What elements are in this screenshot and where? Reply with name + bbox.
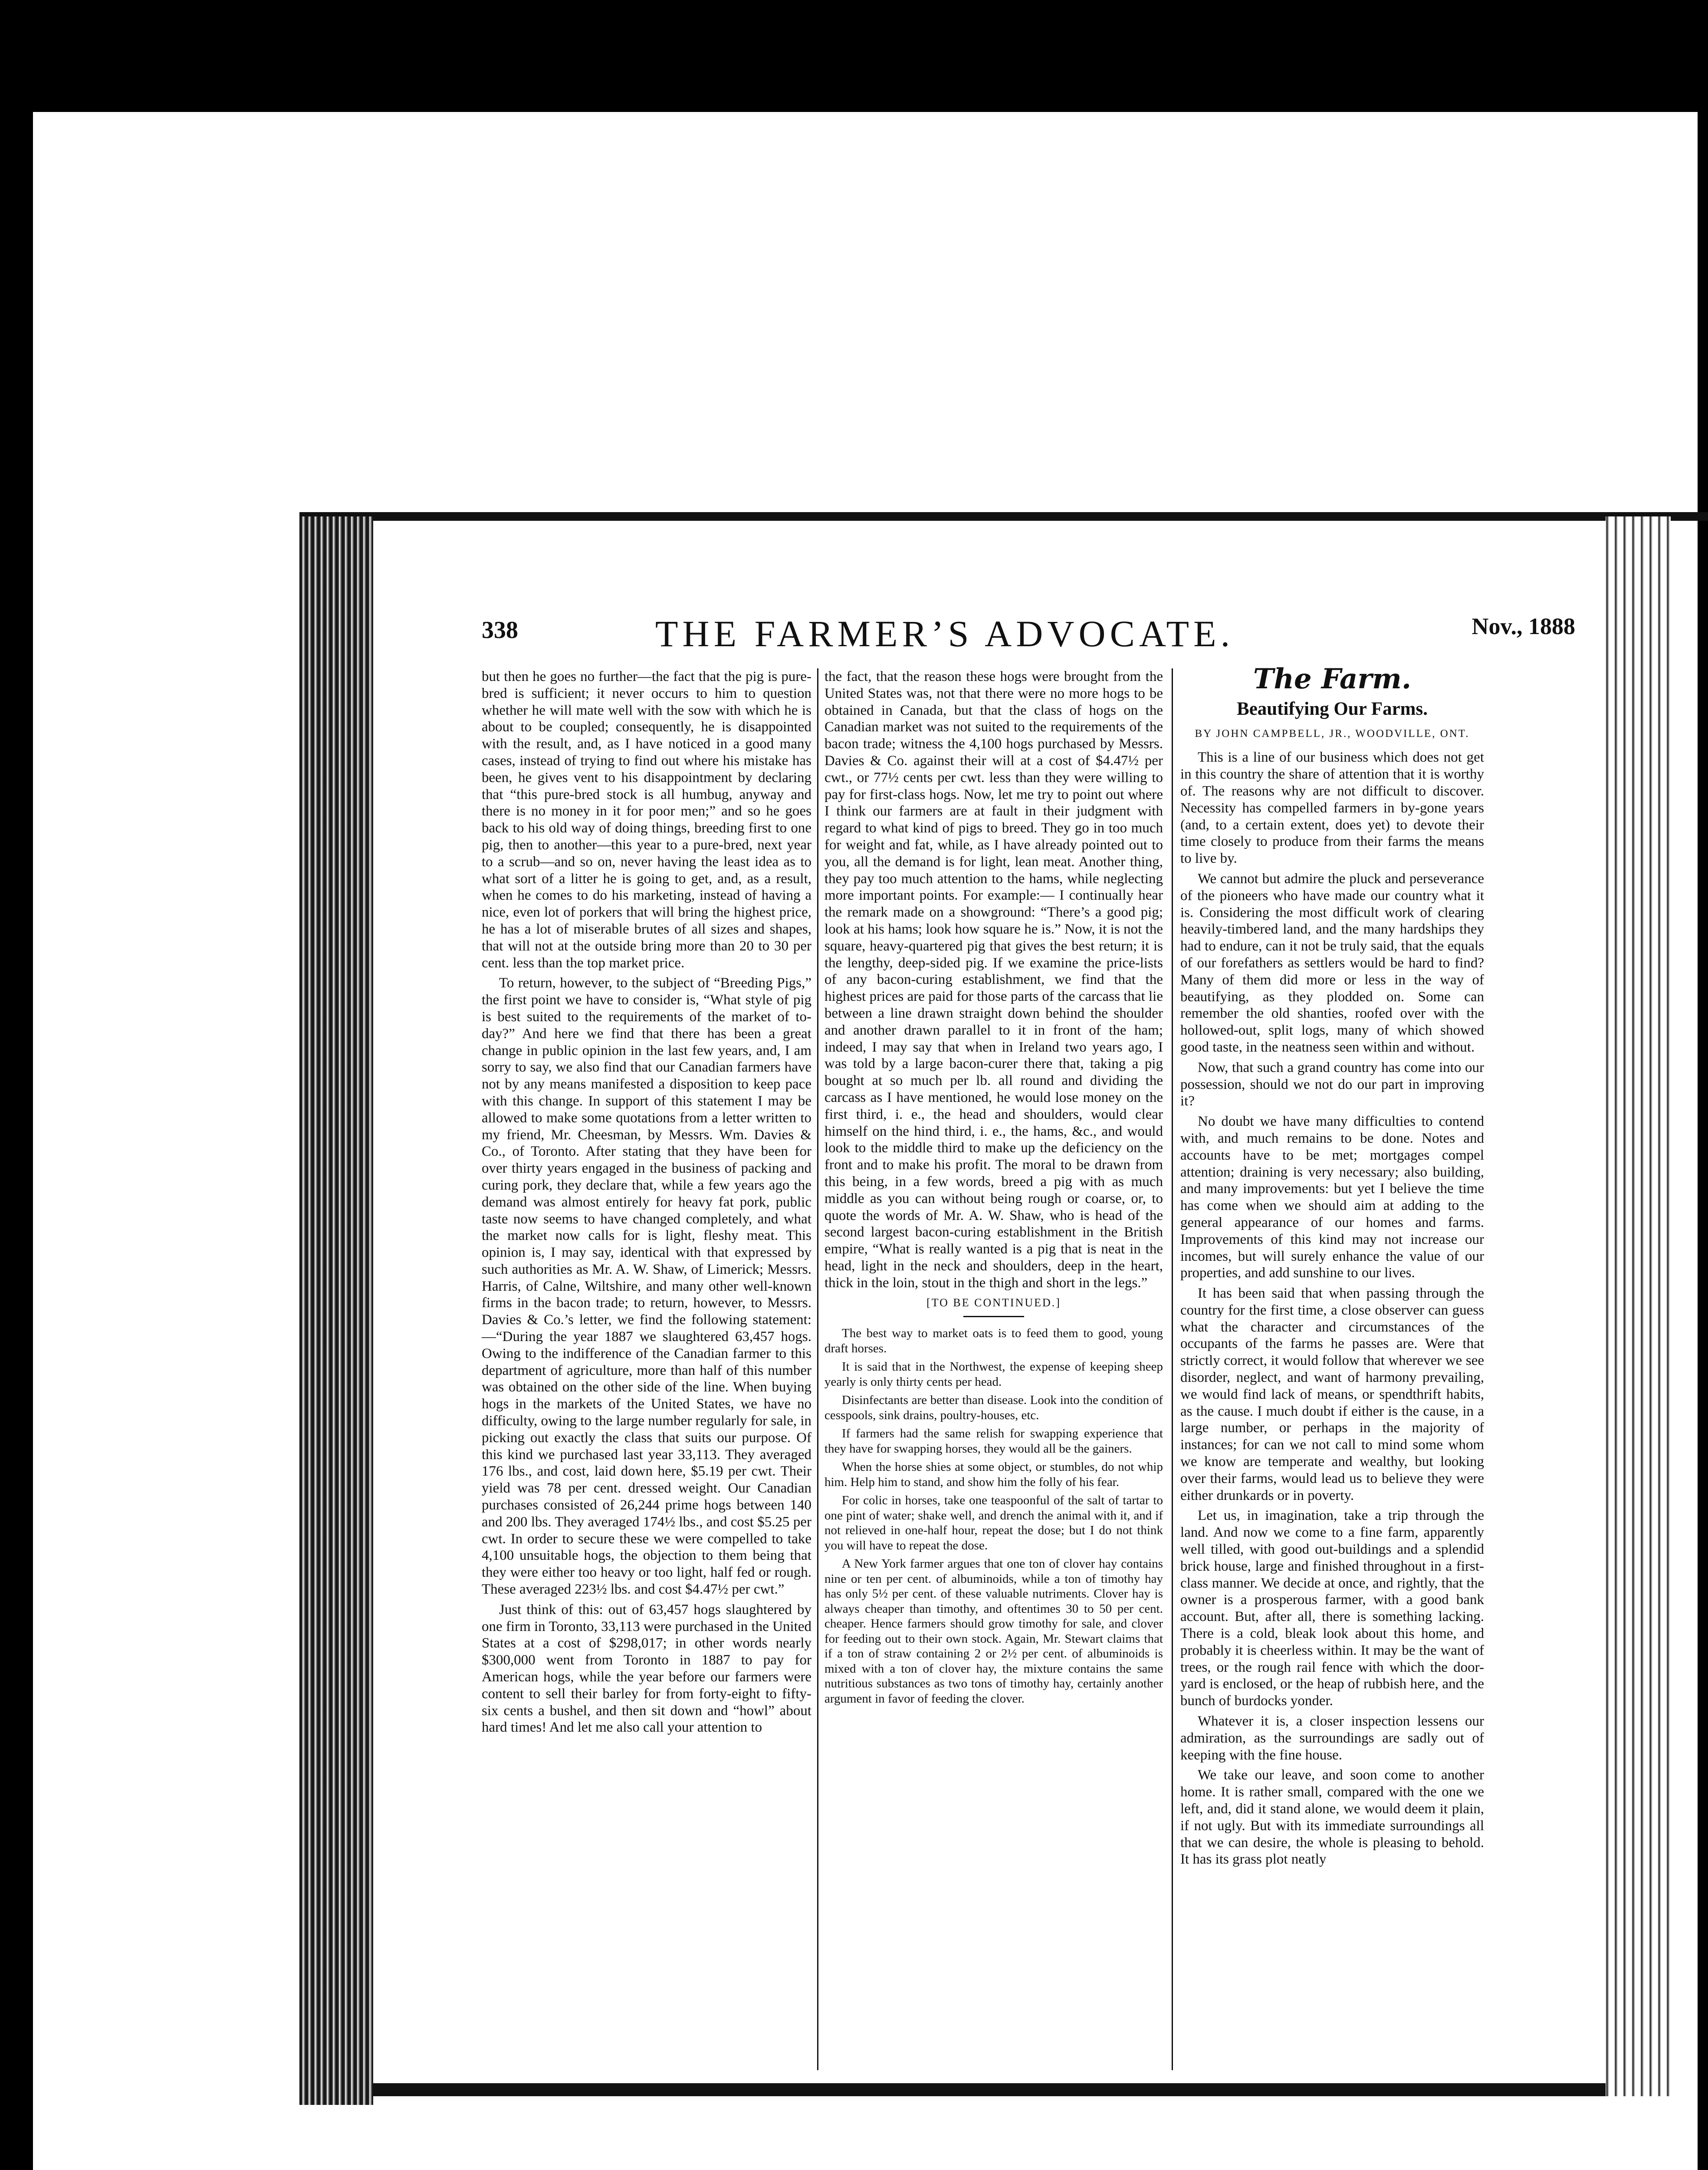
column-3	[1180, 663, 1484, 1871]
page-number: 338	[482, 617, 518, 644]
continued-note: [TO BE CONTINUED.]	[926, 1296, 1061, 1309]
paragraph: We cannot but admire the pluck and perseverance of the pioneers who have made our country what it is. Considering the most difficult work of clearing heavily-timbered land, and the many hardships they had to endure, can it not be truly said, that the equals of our forefathers as settlers would be hard to find? Many of them did more or less in the way of beautifying, as they plodded on. Some can remember the old shanties, roofed over with the hollowed-out, split logs, many of which showed good taste, in the neatness seen within and without.	[1180, 871, 1484, 1055]
farm-note: The best way to market oats is to feed them to good, young draft horses.	[824, 1326, 1163, 1355]
farm-note: A New York farmer argues that one ton of clover hay contains nine or ten per cent. of albuminoids, while a ton of timothy hay has only 5½ per cent. of these valuable nutriments. Clover hay is always cheaper than timothy, and oftentimes 30 to 50 per cent. cheaper. Hence farmers should grow timothy for sale, and clover for feeding out to their own stock. Again, Mr. Stewart claims that if a ton of straw containing 2 or 2½ per cent. of albuminoids is mixed with a ton of clover hay, the mixture contains the same nutritious substances as two tons of timothy hay, certainly another argument in favor of feeding the clover.	[824, 1557, 1163, 1706]
paragraph: No doubt we have many difficulties to contend with, and much remains to be done. Notes and accounts have to be met; mortgages compel attention; draining is very necessary; also building, and many improvements: but yet I believe the time has come when we should aim at adding to the general appearance of our homes and farms. Improvements of this kind may not increase our incomes, but will surely enhance the value of our properties, and add sunshine to our lives.	[1180, 1114, 1484, 1281]
scan-border-left	[0, 112, 33, 2170]
book-top-edge	[299, 512, 1708, 521]
column-rule	[817, 668, 818, 2070]
column-rule	[1172, 668, 1173, 2070]
masthead	[482, 603, 1575, 654]
farm-note: If farmers had the same relish for swapping experience that they have for swapping horses, they would all be the gainers.	[824, 1427, 1163, 1456]
scan-border-right	[1698, 112, 1708, 2170]
farm-note: Disinfectants are better than disease. Look into the condition of cesspools, sink drains, poultry-houses, etc.	[824, 1393, 1163, 1422]
paragraph: It has been said that when passing through the country for the first time, a close observer can guess what the character and circumstances of the occupants of the farms he passes are. Were that strictly correct, it would follow that wherever we see disorder, neglect, and want of harmony prevailing, we would find lack of means, or spendthrift habits, as the cause. I much doubt if either is the cause, in a large number, or perhaps in the majority of instances; for can we not call to mind some whom we know are temperate and wealthy, but looking over their farms, would lead us to believe they were either drunkards or in poverty.	[1180, 1286, 1484, 1503]
book-bottom-edge	[373, 2083, 1606, 2096]
newspaper-page	[373, 599, 1606, 2083]
article-title: Beautifying Our Farms.	[1237, 698, 1428, 719]
paragraph: Now, that such a grand country has come into our possession, should we not do our part in improving it?	[1180, 1059, 1484, 1109]
article-byline: BY JOHN CAMPBELL, JR., WOODVILLE, ONT.	[1195, 727, 1470, 740]
farm-note: For colic in horses, take one teaspoonful of the salt of tartar to one pint of water; shake well, and drench the animal with it, and if not relieved in one-half hour, repeat the dose; but I do not think you will have to repeat the dose.	[824, 1493, 1163, 1552]
separator-rule	[963, 1316, 1024, 1317]
paragraph: Just think of this: out of 63,457 hogs slaughtered by one firm in Toronto, 33,113 were purchased in the United States at a cost of $298,017; in other words nearly $300,000 went from Toronto in 1887 to pay for American hogs, while the year before our farmers were content to sell their barley for from forty-eight to fifty-six cents a bushel, and then sit down and “howl” about hard times! And let me also call your attention to	[482, 1601, 811, 1736]
paragraph: but then he goes no further—the fact that the pig is pure-bred is sufficient; it never occurs to him to question whether he will mate well with the sow with which he is about to be coupled; consequently, he is disappointed with the result, and, as I have noticed in a good many cases, instead of trying to find out where his mistake has been, he gives vent to his disappointment by declaring that “this pure-bred stock is all humbug, anyway and there is no money in it for poor men;” and so he goes back to his old way of doing things, breeding first to one pig, then to another—this year to a pure-bred, next year to a scrub—and so on, never having the least idea as to what sort of a litter he is going to get, and, as a result, when he comes to do his marketing, instead of having a nice, even lot of porkers that will bring the highest price, he has a lot of miserable brutes of all sizes and shapes, that will not at the outside bring more than 20 to 30 per cent. less than the top market price.	[482, 669, 811, 971]
paragraph: To return, however, to the subject of “Breeding Pigs,” the first point we have to consider is, “What style of pig is best suited to the requirements of the market of to-day?” And here we find that there has been a great change in public opinion in the last few years, and, I am sorry to say, we also find that our Canadian farmers have not by any means manifested a disposition to keep pace with this change. In support of this statement I may be allowed to make some quotations from a letter written to my friend, Mr. Cheesman, by Messrs. Wm. Davies & Co., of Toronto. After stating that they have been for over thirty years engaged in the business of packing and curing pork, they declare that, while a few years ago the demand was almost entirely for heavy fat pork, public taste now seems to have changed completely, and what the market now calls for is light, fleshy meat. This opinion is, I may say, identical with that expressed by such authorities as Mr. A. W. Shaw, of Limerick; Messrs. Harris, of Calne, Wiltshire, and many other well-known firms in the bacon trade; to return, however, to Messrs. Davies & Co.’s letter, we find the following statement:—“During the year 1887 we slaughtered 63,457 hogs. Owing to the indifference of the Canadian farmer to this department of agriculture, more than half of this number was obtained on the other side of the line. When buying hogs in the markets of the United States, we have no difficulty, owing to the large number regularly for sale, in picking out exactly the class that suits our purpose. Of this kind we purchased last year 33,113. They averaged 176 lbs., and cost, laid down here, $5.19 per cwt. Their yield was 78 per cent. dressed weight. Our Canadian purchases consisted of 26,244 prime hogs between 140 and 200 lbs. They averaged 174½ lbs., and cost $5.25 per cwt. In order to secure these we were compelled to take 4,100 unsuitable hogs, the objection to them being that they were either too heavy or too light, half fed or rough. These averaged 223½ lbs. and cost $4.47½ per cwt.”	[482, 975, 812, 1598]
paragraph: Whatever it is, a closer inspection lessens our admiration, as the surroundings are sadly out of keeping with the fine house.	[1180, 1713, 1484, 1763]
department-heading: The Farm.	[1253, 663, 1412, 695]
book-spine	[299, 516, 373, 2105]
farm-note: When the horse shies at some object, or stumbles, do not whip him. Help him to stand, and show him the folly of his fear.	[824, 1460, 1163, 1489]
journal-title: THE FARMER’S ADVOCATE.	[655, 613, 1235, 654]
column-2	[824, 668, 1163, 1710]
paragraph: Let us, in imagination, take a trip through the land. And now we come to a fine farm, apparently well tilled, with good out-buildings and a splendid brick house, large and finished throughout in a first-class manner. We decide at once, and rightly, that the owner is a prosperous farmer, with a good bank account. But, after all, there is something lacking. There is a cold, bleak look about this home, and probably it is cheerless within. It may be the want of trees, or the rough rail fence with which the door-yard is enclosed, or the heap of rubbish here, and the bunch of burdocks yonder.	[1180, 1508, 1484, 1709]
farm-note: It is said that in the Northwest, the expense of keeping sheep yearly is only thirty cents per head.	[824, 1360, 1163, 1389]
scan-border-top	[0, 0, 1708, 112]
paragraph: We take our leave, and soon come to another home. It is rather small, compared with the one we left, and, did it stand alone, we would deem it plain, if not ugly. But with its immediate surroundings all that we can desire, the whole is pleasing to behold. It has its grass plot neatly	[1180, 1767, 1484, 1868]
paragraph: This is a line of our business which does not get in this country the share of attention that it is worthy of. The reasons why are not difficult to discover. Necessity has compelled farmers in by-gone years (and, to a certain extent, does yet) to devote their time closely to produce from their farms the means to live by.	[1180, 750, 1484, 867]
paragraph: the fact, that the reason these hogs were brought from the United States was, not that there were no more hogs to be obtained in Canada, but that the class of hogs on the Canadian market was not suited to the requirements of the bacon trade; witness the 4,100 hogs purchased by Messrs. Davies & Co. against their will at a cost of $4.47½ per cwt., or 77½ cents per cwt. less than they were willing to pay for first-class hogs. Now, let me try to point out where I think our farmers are at fault in their judgment with regard to what kind of pigs to breed. They go in too much for weight and fat, while, as I have already pointed out to you, all the demand is for light, lean meat. Another thing, they pay too much attention to the hams, while neglecting more important points. For example:— I continually hear the remark made on a showground: “There’s a good pig; look at his hams; look how square he is.” Now, it is not the square, heavy-quartered pig that gives the best return; it is the lengthy, deep-sided pig. If we examine the price-lists of any bacon-curing establishment, we find that the highest prices are paid for those parts of the carcass that lie between a line drawn straight down behind the shoulder and another drawn parallel to it in front of the ham; indeed, I may say that when in Ireland two years ago, I was told by a large bacon-curer there that, taking a pig bought at so much per lb. all round and dividing the carcass as I have mentioned, he would lose money on the first third, i. e., the head and shoulders, would clear himself on the hind third, i. e., the hams, &c., and would look to the middle third to make up the deficiency on the front and to make his profit. The moral to be drawn from this being, in a few words, breed a pig with as much middle as you can without being rough or coarse, or, to quote the words of Mr. A. W. Shaw, who is head of the second largest bacon-curing establishment in the British empire, “What is really wanted is a pig that is neat in the head, light in the neck and shoulders, deep in the heart, thick in the loin, stout in the thigh and short in the legs.”	[824, 669, 1163, 1291]
book-page-edges	[1606, 516, 1671, 2096]
issue-date: Nov., 1888	[1472, 613, 1575, 639]
column-1	[482, 668, 811, 1739]
